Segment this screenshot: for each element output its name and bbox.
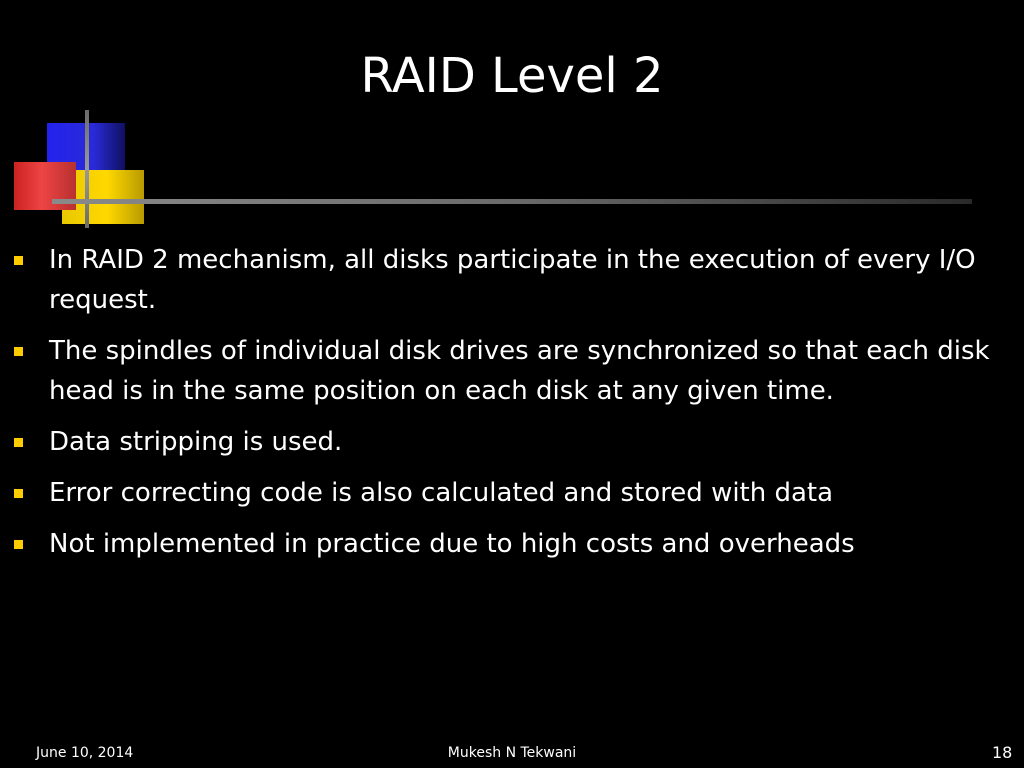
bullet-text: In RAID 2 mechanism, all disks participate in the execution of every I/O request. [49, 245, 976, 315]
bullet-item [14, 240, 1004, 320]
bullet-item [14, 422, 1004, 462]
square-bullet-icon [14, 489, 23, 498]
square-bullet-icon [14, 256, 23, 265]
title-underline [52, 199, 972, 204]
vertical-divider-line [85, 110, 89, 228]
footer-date: June 10, 2014 [36, 745, 134, 761]
square-bullet-icon [14, 347, 23, 356]
bullet-text: Error correcting code is also calculated and stored with data [49, 478, 834, 508]
bullet-text: The spindles of individual disk drives are synchronized so that each disk head is in the same position on each disk at any given time. [49, 336, 990, 406]
square-bullet-icon [14, 438, 23, 447]
bullet-item [14, 524, 1004, 564]
bullet-text: Not implemented in practice due to high costs and overheads [49, 529, 855, 559]
slide-number: 18 [992, 743, 1013, 762]
square-bullet-icon [14, 540, 23, 549]
bullet-list [14, 240, 1004, 575]
bullet-item [14, 331, 1004, 411]
bullet-item [14, 473, 1004, 513]
footer-author: Mukesh N Tekwani [447, 745, 577, 761]
slide-title: RAID Level 2 [360, 48, 664, 104]
bullet-text: Data stripping is used. [49, 427, 343, 457]
